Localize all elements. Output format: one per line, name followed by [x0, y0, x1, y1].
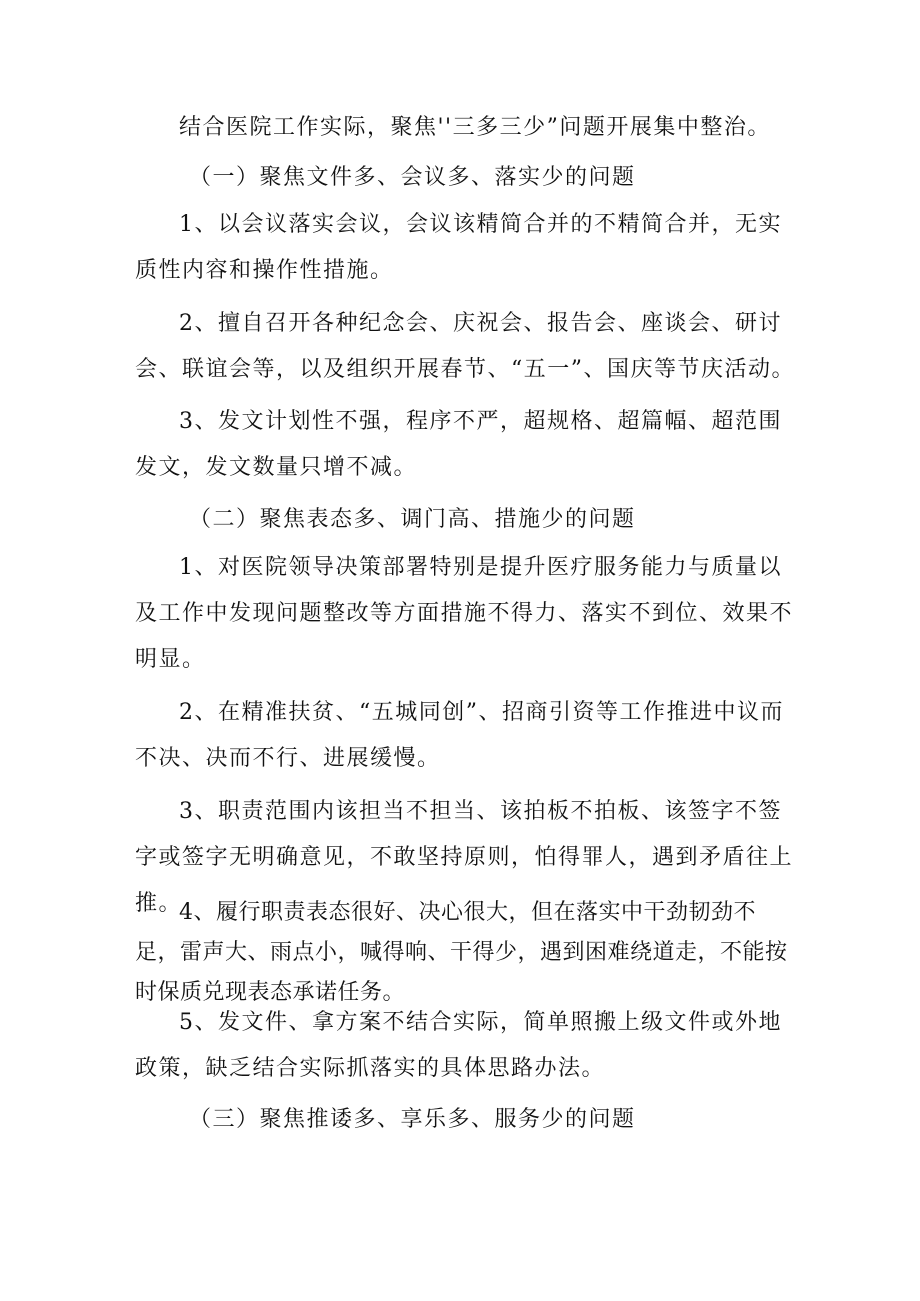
section-2-item-4: 4、履行职责表态很好、决心很大，但在落实中干劲韧劲不足，雷声大、雨点小，喊得响、干得少，遇到困难绕道走，不能按时保质兑现表态承诺任务。: [135, 900, 788, 1005]
section-1-item-2: 2、擅自召开各种纪念会、庆祝会、报告会、座谈会、研讨会、联谊会等，以及组织开展春节、“五一”、国庆等节庆活动。: [135, 311, 795, 382]
section-2-item-5: 5、发文件、拿方案不结合实际，简单照搬上级文件或外地政策，缺乏结合实际抓落实的具体思路办法。: [135, 1010, 782, 1081]
section-1-item-1: 1、以会议落实会议，会议该精简合并的不精简合并，无实质性内容和操作性措施。: [135, 212, 782, 283]
intro-paragraph: 结合医院工作实际，聚焦''三多三少”问题开展集中整治。: [179, 115, 771, 140]
section-2-item-2: 2、在精准扶贫、“五城同创”、招商引资等工作推进中议而不决、决而不行、进展缓慢。: [135, 700, 784, 771]
section-heading-3: （三）聚焦推诿多、享乐多、服务少的问题: [189, 1107, 636, 1132]
section-heading-2: （二）聚焦表态多、调门高、措施少的问题: [189, 507, 636, 532]
section-1-item-3: 3、发文计划性不强，程序不严，超规格、超篇幅、超范围发文，发文数量只增不减。: [135, 409, 782, 480]
section-heading-1: （一）聚焦文件多、会议多、落实少的问题: [189, 165, 636, 190]
section-2-item-1: 1、对医院领导决策部署特别是提升医疗服务能力与质量以及工作中发现问题整改等方面措施不得力、落实不到位、效果不明显。: [135, 555, 794, 672]
section-2-item-3: 3、职责范围内该担当不担当、该拍板不拍板、该签字不签字或签字无明确意见，不敢坚持原则，怕得罪人，遇到矛盾往上推。: [135, 799, 794, 916]
